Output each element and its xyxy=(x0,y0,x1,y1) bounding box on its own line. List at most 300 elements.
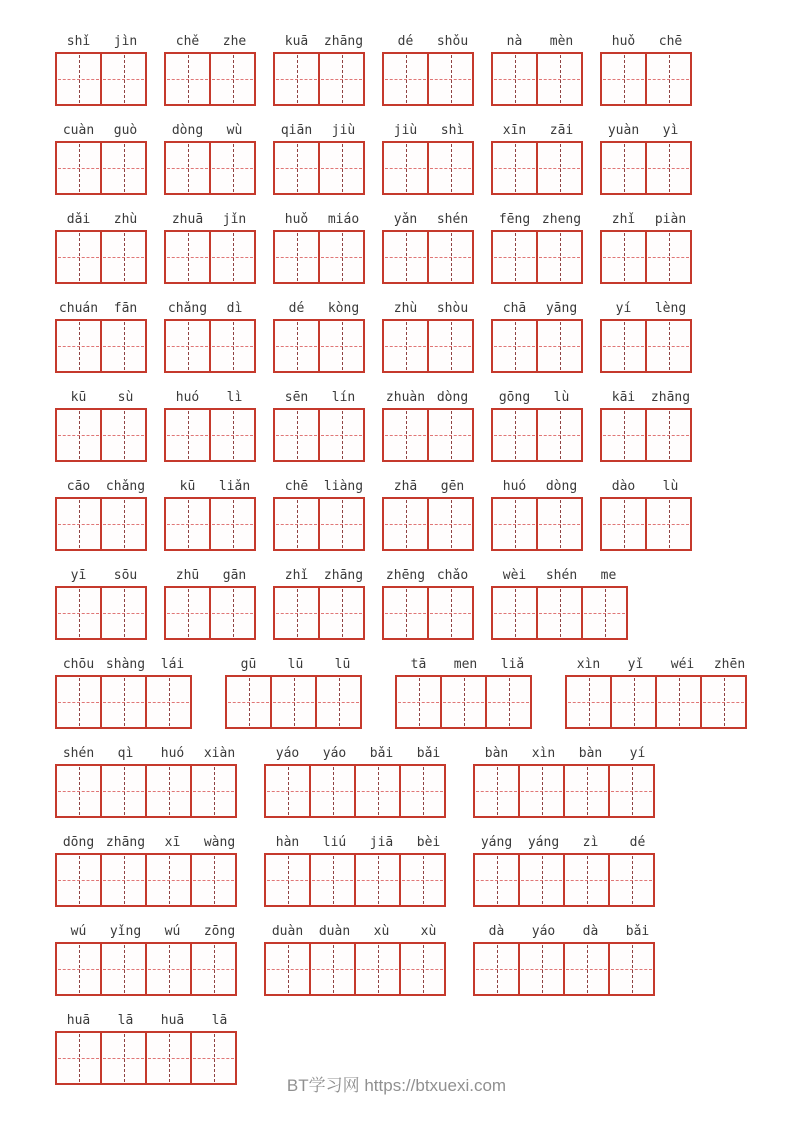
pinyin-label: yǐng xyxy=(109,924,142,939)
pinyin-label: bàn xyxy=(578,746,603,761)
tianzige-cell-group xyxy=(55,408,149,462)
word-group xyxy=(273,123,367,195)
tianzige-cell xyxy=(100,853,147,907)
word-group xyxy=(164,568,258,640)
tianzige-cell xyxy=(536,319,583,373)
cell-horizontal-dash xyxy=(494,524,535,525)
word-group xyxy=(264,746,452,818)
cell-horizontal-dash xyxy=(430,435,471,436)
tianzige-cell xyxy=(645,497,692,551)
pinyin-label: huó xyxy=(160,746,185,761)
pinyin-label: men xyxy=(453,657,478,672)
tianzige-cell xyxy=(209,52,256,106)
word-group xyxy=(164,123,258,195)
tianzige-cell xyxy=(55,497,102,551)
word-group xyxy=(382,301,476,373)
tianzige-cell xyxy=(100,942,147,996)
tianzige-cell-group xyxy=(395,675,536,729)
tianzige-cell xyxy=(225,675,272,729)
tianzige-cell xyxy=(164,497,211,551)
cell-horizontal-dash xyxy=(212,435,253,436)
pinyin-label: bǎi xyxy=(416,746,441,761)
pinyin-label: wù xyxy=(226,123,243,138)
pinyin-row xyxy=(164,390,258,407)
cell-horizontal-dash xyxy=(58,168,99,169)
pinyin-label: cāo xyxy=(66,479,91,494)
pinyin-label: zōng xyxy=(203,924,236,939)
word-row xyxy=(55,34,793,106)
tianzige-cell-group xyxy=(491,408,585,462)
pinyin-label: yí xyxy=(629,746,646,761)
tianzige-cell xyxy=(318,52,365,106)
pinyin-label: zhāng xyxy=(650,390,691,405)
cell-horizontal-dash xyxy=(167,613,208,614)
pinyin-label: zāi xyxy=(549,123,574,138)
pinyin-label: zhù xyxy=(393,301,418,316)
tianzige-cell xyxy=(518,853,565,907)
tianzige-cell xyxy=(164,408,211,462)
tianzige-cell-group xyxy=(491,141,585,195)
tianzige-cell xyxy=(382,230,429,284)
pinyin-label: wú xyxy=(164,924,181,939)
cell-horizontal-dash xyxy=(148,969,189,970)
word-group xyxy=(55,924,243,996)
tianzige-cell xyxy=(608,942,655,996)
cell-horizontal-dash xyxy=(212,613,253,614)
pinyin-label: zhǐ xyxy=(611,212,636,227)
word-group xyxy=(491,479,585,551)
pinyin-label: chǎng xyxy=(167,301,208,316)
tianzige-cell xyxy=(382,497,429,551)
tianzige-cell xyxy=(273,319,320,373)
pinyin-label: kuā xyxy=(284,34,309,49)
cell-horizontal-dash xyxy=(430,79,471,80)
cell-horizontal-dash xyxy=(193,880,234,881)
pinyin-label: zhēn xyxy=(713,657,746,672)
word-group xyxy=(491,212,585,284)
tianzige-cell-group xyxy=(55,497,149,551)
pinyin-row xyxy=(565,657,753,674)
pinyin-label: qì xyxy=(117,746,134,761)
cell-horizontal-dash xyxy=(603,168,644,169)
tianzige-cell xyxy=(100,764,147,818)
tianzige-cell xyxy=(600,319,647,373)
cell-horizontal-dash xyxy=(611,969,652,970)
cell-horizontal-dash xyxy=(276,346,317,347)
cell-horizontal-dash xyxy=(58,791,99,792)
pinyin-label: gōng xyxy=(498,390,531,405)
pinyin-label: sōu xyxy=(113,568,138,583)
pinyin-label: yáo xyxy=(275,746,300,761)
tianzige-cell xyxy=(600,230,647,284)
cell-horizontal-dash xyxy=(321,257,362,258)
tianzige-cell xyxy=(309,853,356,907)
pinyin-label: dòng xyxy=(171,123,204,138)
pinyin-row xyxy=(382,34,476,51)
tianzige-cell xyxy=(491,230,538,284)
tianzige-cell xyxy=(600,52,647,106)
tianzige-cell xyxy=(491,408,538,462)
tianzige-cell xyxy=(473,853,520,907)
pinyin-label: bǎi xyxy=(369,746,394,761)
tianzige-cell xyxy=(354,853,401,907)
cell-horizontal-dash xyxy=(58,257,99,258)
cell-horizontal-dash xyxy=(193,1058,234,1059)
pinyin-label: xiàn xyxy=(203,746,236,761)
pinyin-row xyxy=(55,746,243,763)
word-group xyxy=(55,746,243,818)
pinyin-label: wèi xyxy=(502,568,527,583)
pinyin-label: lì xyxy=(226,390,243,405)
tianzige-cell xyxy=(209,319,256,373)
word-group xyxy=(55,479,149,551)
pinyin-row xyxy=(382,568,476,585)
pinyin-label: dà xyxy=(582,924,599,939)
pinyin-label: shòu xyxy=(436,301,469,316)
pinyin-label: xù xyxy=(420,924,437,939)
pinyin-label: zhāng xyxy=(323,34,364,49)
tianzige-cell xyxy=(382,141,429,195)
tianzige-cell-group xyxy=(382,319,476,373)
tianzige-cell-group xyxy=(600,497,694,551)
word-group xyxy=(264,835,452,907)
tianzige-cell xyxy=(273,586,320,640)
tianzige-cell-group xyxy=(55,853,243,907)
tianzige-cell-group xyxy=(565,675,753,729)
cell-horizontal-dash xyxy=(603,346,644,347)
word-group xyxy=(491,34,585,106)
pinyin-label: bèi xyxy=(416,835,441,850)
tianzige-cell xyxy=(536,586,583,640)
pinyin-label: liǎn xyxy=(218,479,251,494)
pinyin-label: wàng xyxy=(203,835,236,850)
cell-horizontal-dash xyxy=(539,79,580,80)
tianzige-cell xyxy=(209,230,256,284)
tianzige-cell xyxy=(608,764,655,818)
tianzige-cell xyxy=(273,52,320,106)
pinyin-row xyxy=(55,657,196,674)
tianzige-cell xyxy=(55,764,102,818)
pinyin-label: gān xyxy=(222,568,247,583)
cell-horizontal-dash xyxy=(521,791,562,792)
cell-horizontal-dash xyxy=(357,791,398,792)
cell-horizontal-dash xyxy=(648,346,689,347)
cell-horizontal-dash xyxy=(212,524,253,525)
tianzige-cell xyxy=(55,586,102,640)
pinyin-label: zì xyxy=(582,835,599,850)
pinyin-label: jiù xyxy=(393,123,418,138)
pinyin-row xyxy=(273,34,367,51)
pinyin-label: jìn xyxy=(113,34,138,49)
cell-horizontal-dash xyxy=(58,1058,99,1059)
pinyin-row xyxy=(264,924,452,941)
pinyin-label: jiā xyxy=(369,835,394,850)
tianzige-cell-group xyxy=(273,497,367,551)
cell-horizontal-dash xyxy=(443,702,484,703)
cell-horizontal-dash xyxy=(167,346,208,347)
word-group xyxy=(55,34,149,106)
pinyin-row xyxy=(491,212,585,229)
tianzige-cell xyxy=(399,764,446,818)
pinyin-row xyxy=(164,212,258,229)
word-group xyxy=(600,479,694,551)
pinyin-row xyxy=(473,924,661,941)
pinyin-row xyxy=(600,212,694,229)
cell-horizontal-dash xyxy=(568,702,609,703)
cell-horizontal-dash xyxy=(103,613,144,614)
word-row xyxy=(55,212,793,284)
pinyin-label: chōu xyxy=(62,657,95,672)
pinyin-label: lā xyxy=(211,1013,228,1028)
pinyin-label: yí xyxy=(615,301,632,316)
pinyin-label: huó xyxy=(175,390,200,405)
pinyin-label: mèn xyxy=(549,34,574,49)
tianzige-cell xyxy=(209,586,256,640)
pinyin-label: xìn xyxy=(576,657,601,672)
cell-horizontal-dash xyxy=(103,346,144,347)
pinyin-row xyxy=(55,34,149,51)
tianzige-cell-group xyxy=(382,586,476,640)
word-group xyxy=(382,390,476,462)
tianzige-cell xyxy=(318,230,365,284)
cell-horizontal-dash xyxy=(603,257,644,258)
pinyin-label: shǒu xyxy=(436,34,469,49)
tianzige-cell-group xyxy=(491,230,585,284)
cell-horizontal-dash xyxy=(212,257,253,258)
tianzige-cell xyxy=(318,319,365,373)
pinyin-row xyxy=(473,746,661,763)
word-row xyxy=(55,568,793,640)
tianzige-cell xyxy=(55,52,102,106)
pinyin-row xyxy=(473,835,661,852)
word-row xyxy=(55,123,793,195)
pinyin-label: lái xyxy=(160,657,185,672)
tianzige-cell xyxy=(318,408,365,462)
cell-horizontal-dash xyxy=(58,880,99,881)
pinyin-row xyxy=(164,479,258,496)
pinyin-row xyxy=(55,1013,243,1030)
tianzige-cell xyxy=(55,675,102,729)
cell-horizontal-dash xyxy=(228,702,269,703)
pinyin-label: shén xyxy=(62,746,95,761)
pinyin-label: zheng xyxy=(541,212,582,227)
cell-horizontal-dash xyxy=(494,613,535,614)
tianzige-cell xyxy=(273,408,320,462)
tianzige-cell-group xyxy=(55,52,149,106)
cell-horizontal-dash xyxy=(494,435,535,436)
cell-horizontal-dash xyxy=(648,435,689,436)
cell-horizontal-dash xyxy=(103,702,144,703)
pinyin-row xyxy=(164,123,258,140)
pinyin-row xyxy=(395,657,536,674)
cell-horizontal-dash xyxy=(430,346,471,347)
tianzige-cell xyxy=(318,497,365,551)
word-group xyxy=(491,568,632,640)
pinyin-row xyxy=(164,301,258,318)
pinyin-row xyxy=(55,301,149,318)
pinyin-label: zhāng xyxy=(105,835,146,850)
pinyin-label: lū xyxy=(334,657,351,672)
cell-horizontal-dash xyxy=(167,168,208,169)
tianzige-cell xyxy=(645,52,692,106)
tianzige-cell xyxy=(536,141,583,195)
word-group xyxy=(273,479,367,551)
cell-horizontal-dash xyxy=(539,613,580,614)
tianzige-cell-group xyxy=(164,497,258,551)
cell-horizontal-dash xyxy=(58,969,99,970)
tianzige-cell xyxy=(491,319,538,373)
tianzige-cell-group xyxy=(473,942,661,996)
tianzige-cell-group xyxy=(473,764,661,818)
word-group xyxy=(55,123,149,195)
cell-horizontal-dash xyxy=(603,79,644,80)
tianzige-cell-group xyxy=(382,230,476,284)
tianzige-cell-group xyxy=(225,675,366,729)
pinyin-row xyxy=(273,390,367,407)
tianzige-cell xyxy=(581,586,628,640)
pinyin-row xyxy=(55,924,243,941)
tianzige-cell xyxy=(563,942,610,996)
cell-horizontal-dash xyxy=(584,613,625,614)
cell-horizontal-dash xyxy=(267,880,308,881)
tianzige-cell xyxy=(563,764,610,818)
cell-horizontal-dash xyxy=(566,791,607,792)
pinyin-label: huā xyxy=(160,1013,185,1028)
tianzige-cell xyxy=(518,764,565,818)
tianzige-cell xyxy=(645,141,692,195)
tianzige-cell-group xyxy=(164,141,258,195)
cell-horizontal-dash xyxy=(312,880,353,881)
cell-horizontal-dash xyxy=(476,969,517,970)
cell-horizontal-dash xyxy=(521,969,562,970)
word-group xyxy=(55,657,196,729)
pinyin-row xyxy=(273,212,367,229)
pinyin-label: zhù xyxy=(113,212,138,227)
word-group xyxy=(473,835,661,907)
pinyin-label: sù xyxy=(117,390,134,405)
word-group xyxy=(55,835,243,907)
cell-horizontal-dash xyxy=(167,79,208,80)
tianzige-cell xyxy=(55,141,102,195)
tianzige-cell-group xyxy=(600,408,694,462)
word-group xyxy=(164,390,258,462)
pinyin-label: yuàn xyxy=(607,123,640,138)
tianzige-cell-group xyxy=(164,230,258,284)
tianzige-cell xyxy=(55,942,102,996)
cell-horizontal-dash xyxy=(385,435,426,436)
tianzige-cell xyxy=(100,497,147,551)
tianzige-cell-group xyxy=(600,141,694,195)
pinyin-label: yǐ xyxy=(627,657,644,672)
tianzige-cell xyxy=(100,586,147,640)
pinyin-label: shàng xyxy=(105,657,146,672)
pinyin-label: yī xyxy=(70,568,87,583)
pinyin-label: chuán xyxy=(58,301,99,316)
tianzige-cell xyxy=(382,408,429,462)
tianzige-cell xyxy=(427,230,474,284)
pinyin-label: shì xyxy=(440,123,465,138)
tianzige-cell xyxy=(645,319,692,373)
word-group xyxy=(264,924,452,996)
tianzige-cell-group xyxy=(491,319,585,373)
cell-horizontal-dash xyxy=(385,346,426,347)
tianzige-cell-group xyxy=(164,586,258,640)
tianzige-cell xyxy=(55,230,102,284)
tianzige-cell xyxy=(536,230,583,284)
tianzige-cell xyxy=(600,408,647,462)
pinyin-row xyxy=(55,568,149,585)
cell-horizontal-dash xyxy=(167,524,208,525)
tianzige-cell xyxy=(273,230,320,284)
cell-horizontal-dash xyxy=(539,257,580,258)
tianzige-cell xyxy=(473,942,520,996)
pinyin-row xyxy=(273,123,367,140)
tianzige-cell xyxy=(264,942,311,996)
cell-horizontal-dash xyxy=(539,524,580,525)
pinyin-row xyxy=(382,301,476,318)
pinyin-row xyxy=(55,390,149,407)
cell-horizontal-dash xyxy=(539,435,580,436)
tianzige-cell xyxy=(440,675,487,729)
tianzige-cell xyxy=(536,408,583,462)
watermark-footer: BT学习网 https://btxuexi.com xyxy=(286,1076,507,1095)
cell-horizontal-dash xyxy=(321,435,362,436)
tianzige-cell-group xyxy=(55,675,196,729)
tianzige-cell xyxy=(100,408,147,462)
cell-horizontal-dash xyxy=(321,524,362,525)
tianzige-cell xyxy=(145,675,192,729)
cell-horizontal-dash xyxy=(613,702,654,703)
pinyin-label: xī xyxy=(164,835,181,850)
cell-horizontal-dash xyxy=(273,702,314,703)
cell-horizontal-dash xyxy=(648,524,689,525)
tianzige-cell xyxy=(318,586,365,640)
cell-horizontal-dash xyxy=(312,969,353,970)
pinyin-label: kāi xyxy=(611,390,636,405)
pinyin-label: duàn xyxy=(318,924,351,939)
pinyin-row xyxy=(164,568,258,585)
pinyin-label: zhēng xyxy=(385,568,426,583)
tianzige-cell-group xyxy=(273,408,367,462)
pinyin-label: chǎo xyxy=(436,568,469,583)
cell-horizontal-dash xyxy=(476,791,517,792)
pinyin-row xyxy=(600,34,694,51)
tianzige-cell-group xyxy=(55,141,149,195)
tianzige-cell xyxy=(473,764,520,818)
cell-horizontal-dash xyxy=(267,791,308,792)
tianzige-cell xyxy=(100,230,147,284)
pinyin-label: huó xyxy=(502,479,527,494)
pinyin-label: huǒ xyxy=(611,34,636,49)
tianzige-cell xyxy=(427,141,474,195)
tianzige-cell-group xyxy=(55,764,243,818)
pinyin-row xyxy=(55,835,243,852)
cell-horizontal-dash xyxy=(385,79,426,80)
pinyin-row xyxy=(491,123,585,140)
pinyin-label: lù xyxy=(553,390,570,405)
cell-horizontal-dash xyxy=(321,613,362,614)
pinyin-label: yì xyxy=(662,123,679,138)
word-group xyxy=(273,212,367,284)
cell-horizontal-dash xyxy=(611,880,652,881)
word-row xyxy=(55,924,793,996)
tianzige-cell xyxy=(190,942,237,996)
tianzige-cell xyxy=(209,141,256,195)
cell-horizontal-dash xyxy=(148,880,189,881)
tianzige-cell-group xyxy=(55,230,149,284)
pinyin-row xyxy=(600,390,694,407)
tianzige-cell xyxy=(209,497,256,551)
